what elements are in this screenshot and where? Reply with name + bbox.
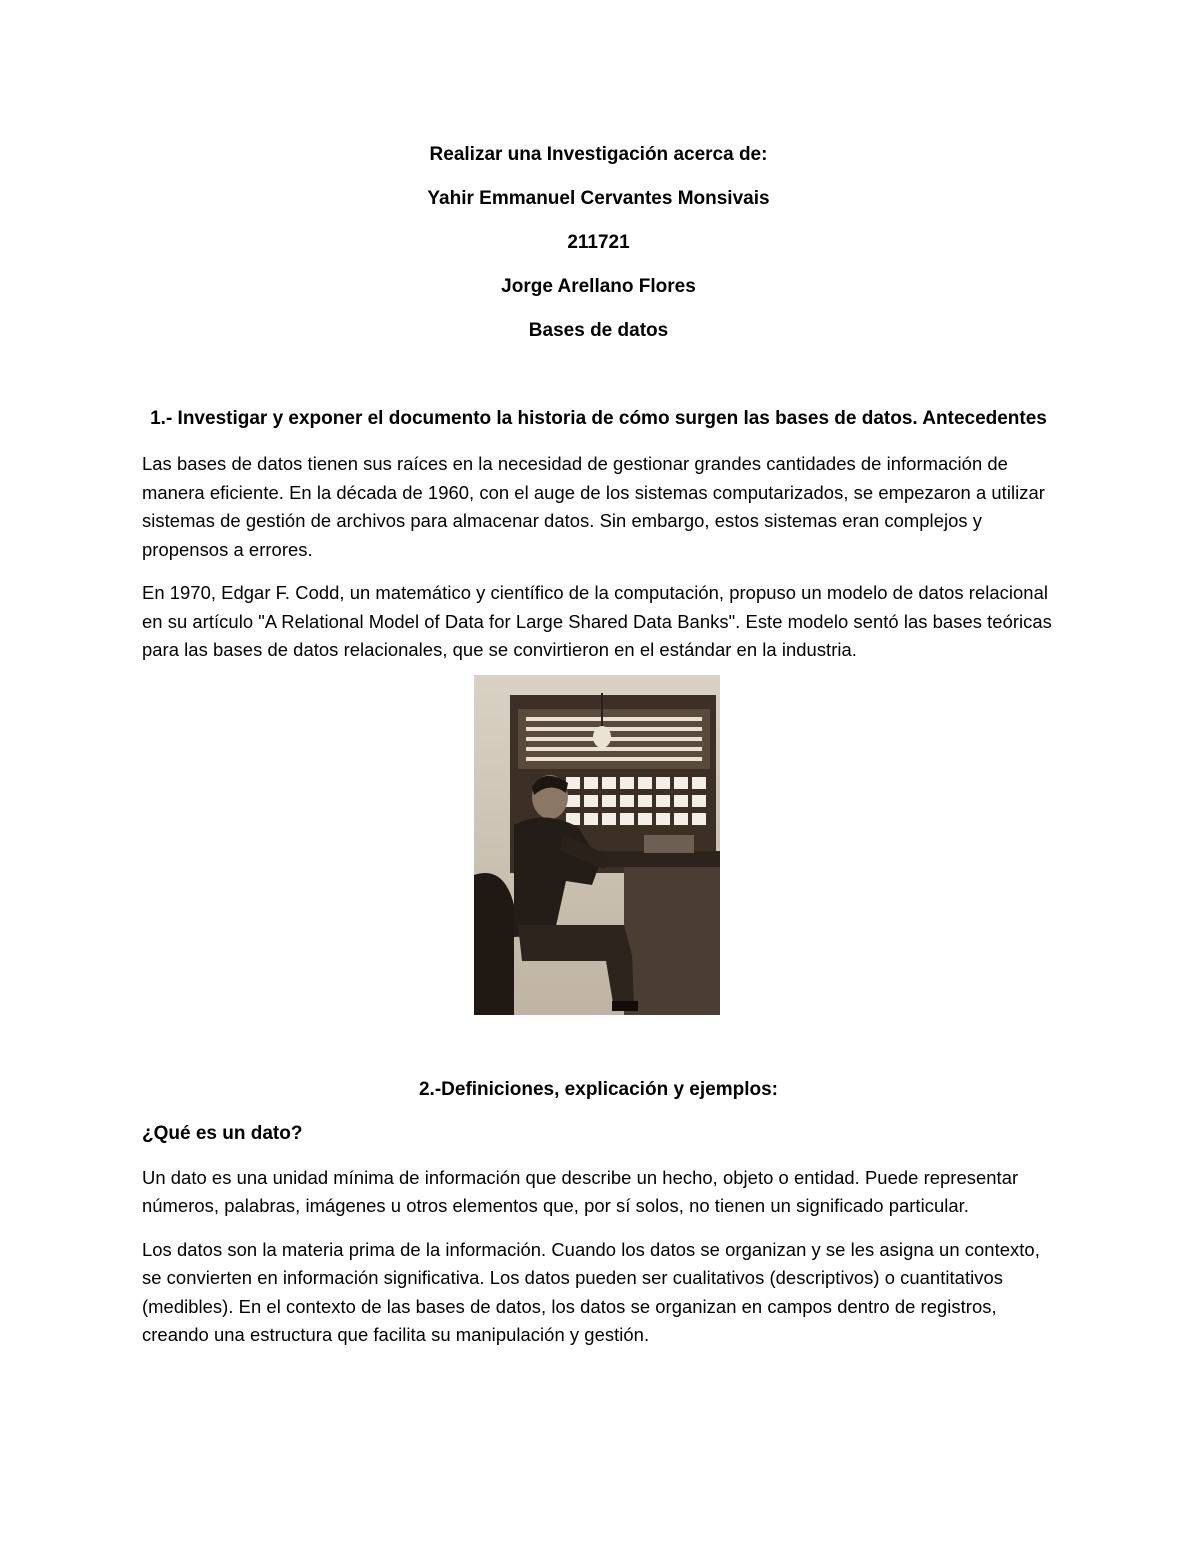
section-2-subheading: ¿Qué es un dato? bbox=[142, 1122, 303, 1144]
section-1-paragraph-1: Las bases de datos tienen sus raíces en la necesidad de gestionar grandes cantidades de información de manera eficiente. En la década de 1960, con el auge de los sistemas computarizados, se empezaron a utilizar sistemas de gestión de archivos para almacenar datos. Sin embargo, estos sistemas eran complejos y propensos a errores. bbox=[142, 453, 1045, 560]
historical-tabulating-machine-photo bbox=[474, 675, 720, 1015]
title-line-1: Realizar una Investigación acerca de: bbox=[429, 144, 768, 165]
subject-name: Bases de datos bbox=[528, 320, 669, 341]
teacher-name: Jorge Arellano Flores bbox=[501, 276, 696, 297]
section-2-heading: 2.-Definiciones, explicación y ejemplos: bbox=[418, 1078, 778, 1100]
section-1-heading: 1.- Investigar y exponer el documento la historia de cómo surgen las bases de datos. Antecedentes bbox=[150, 408, 1047, 429]
author-name: Yahir Emmanuel Cervantes Monsivais bbox=[427, 188, 770, 209]
section-2-paragraph-1: Un dato es una unidad mínima de información que describe un hecho, objeto o entidad. Puede representar números, palabras, imágenes u otros elementos que, por sí solos, no tienen un significado particular. bbox=[142, 1166, 1019, 1216]
figure-container bbox=[138, 675, 1055, 1015]
student-id: 211721 bbox=[567, 232, 630, 253]
section-1-paragraph-2: En 1970, Edgar F. Codd, un matemático y científico de la computación, propuso un modelo de datos relacional en su artículo "A Relational Model of Data for Large Shared Data Banks". Este modelo sentó las bases teóricas para las bases de datos relacionales, que se convirtieron en el estándar en la industria. bbox=[142, 582, 1052, 660]
section-2-paragraph-2: Los datos son la materia prima de la información. Cuando los datos se organizan y se les asigna un contexto, se convierten en información significativa. Los datos pueden ser cualitativos (descriptivos) o cuantitativos (medibles). En el contexto de las bases de datos, los datos se organizan en campos dentro de registros, creando una estructura que facilita su manipulación y gestión. bbox=[142, 1238, 1040, 1345]
